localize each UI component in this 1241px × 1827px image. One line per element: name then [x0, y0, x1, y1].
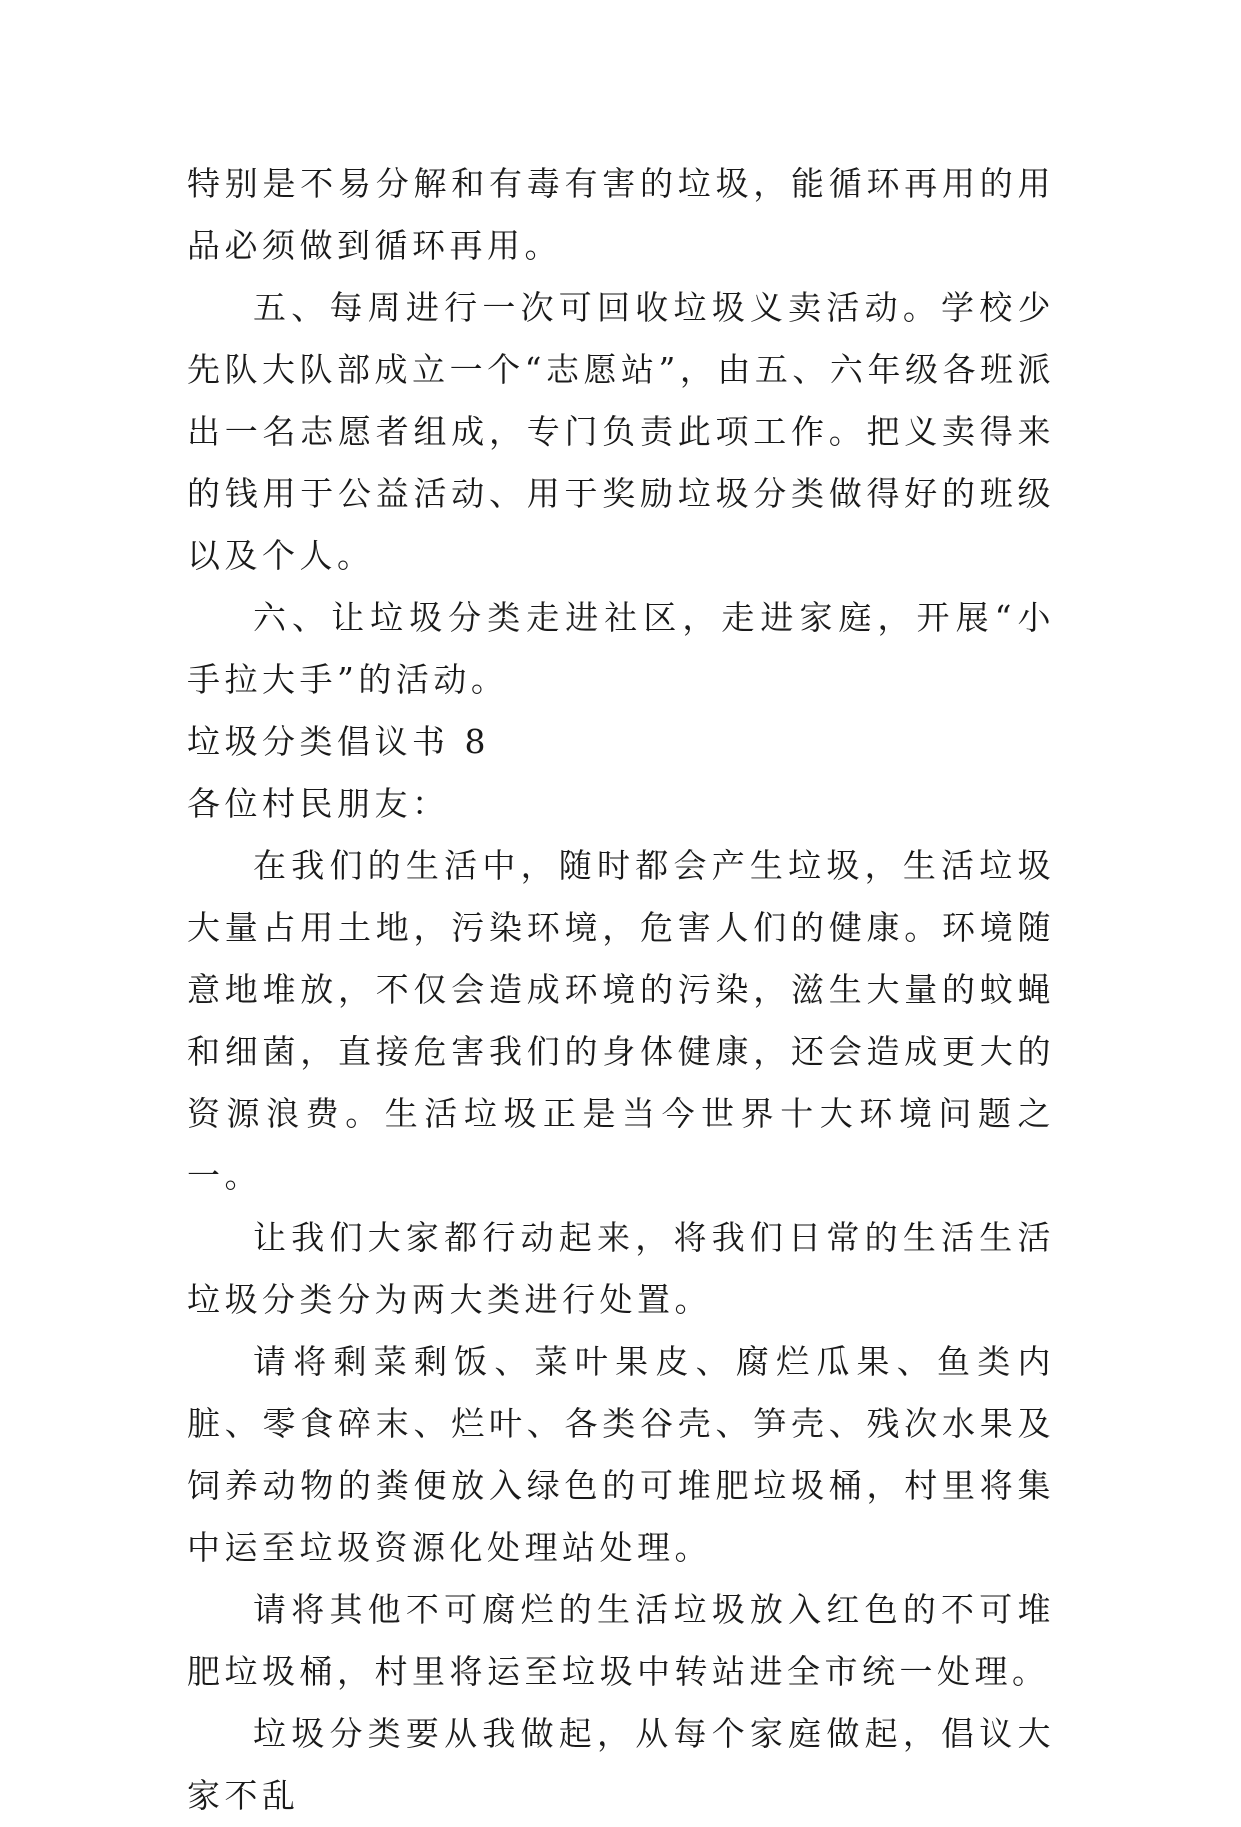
- paragraph-item-6: 六、让垃圾分类走进社区，走进家庭，开展“小手拉大手”的活动。: [187, 598, 1055, 699]
- salutation: 各位村民朋友：: [187, 784, 450, 823]
- paragraph-body-4: 请将其他不可腐烂的生活垃圾放入红色的不可堆肥垃圾桶，村里将运至垃圾中转站进全市统一处理。: [187, 1590, 1055, 1691]
- section-heading: 垃圾分类倡议书 8: [187, 722, 490, 761]
- paragraph-body-3: 请将剩菜剩饭、菜叶果皮、腐烂瓜果、鱼类内脏、零食碎末、烂叶、各类谷壳、笋壳、残次水果及饲养动物的粪便放入绿色的可堆肥垃圾桶，村里将集中运至垃圾资源化处理站处理。: [187, 1342, 1055, 1567]
- paragraph-body-1: 在我们的生活中，随时都会产生垃圾，生活垃圾大量占用土地，污染环境，危害人们的健康。环境随意地堆放，不仅会造成环境的污染，滋生大量的蚊蝇和细菌，直接危害我们的身体健康，还会造成更大的资源浪费。生活垃圾正是当今世界十大环境问题之一。: [187, 846, 1055, 1195]
- paragraph-body-5: 垃圾分类要从我做起，从每个家庭做起，倡议大家不乱: [187, 1714, 1055, 1815]
- document-body: [187, 153, 1055, 1827]
- paragraph-continuation: 特别是不易分解和有毒有害的垃圾，能循环再用的用品必须做到循环再用。: [187, 164, 1055, 265]
- paragraph-item-5: 五、每周进行一次可回收垃圾义卖活动。学校少先队大队部成立一个“志愿站”，由五、六年级各班派出一名志愿者组成，专门负责此项工作。把义卖得来的钱用于公益活动、用于奖励垃圾分类做得好的班级以及个人。: [187, 288, 1055, 575]
- paragraph-body-2: 让我们大家都行动起来，将我们日常的生活生活垃圾分类分为两大类进行处置。: [187, 1218, 1055, 1319]
